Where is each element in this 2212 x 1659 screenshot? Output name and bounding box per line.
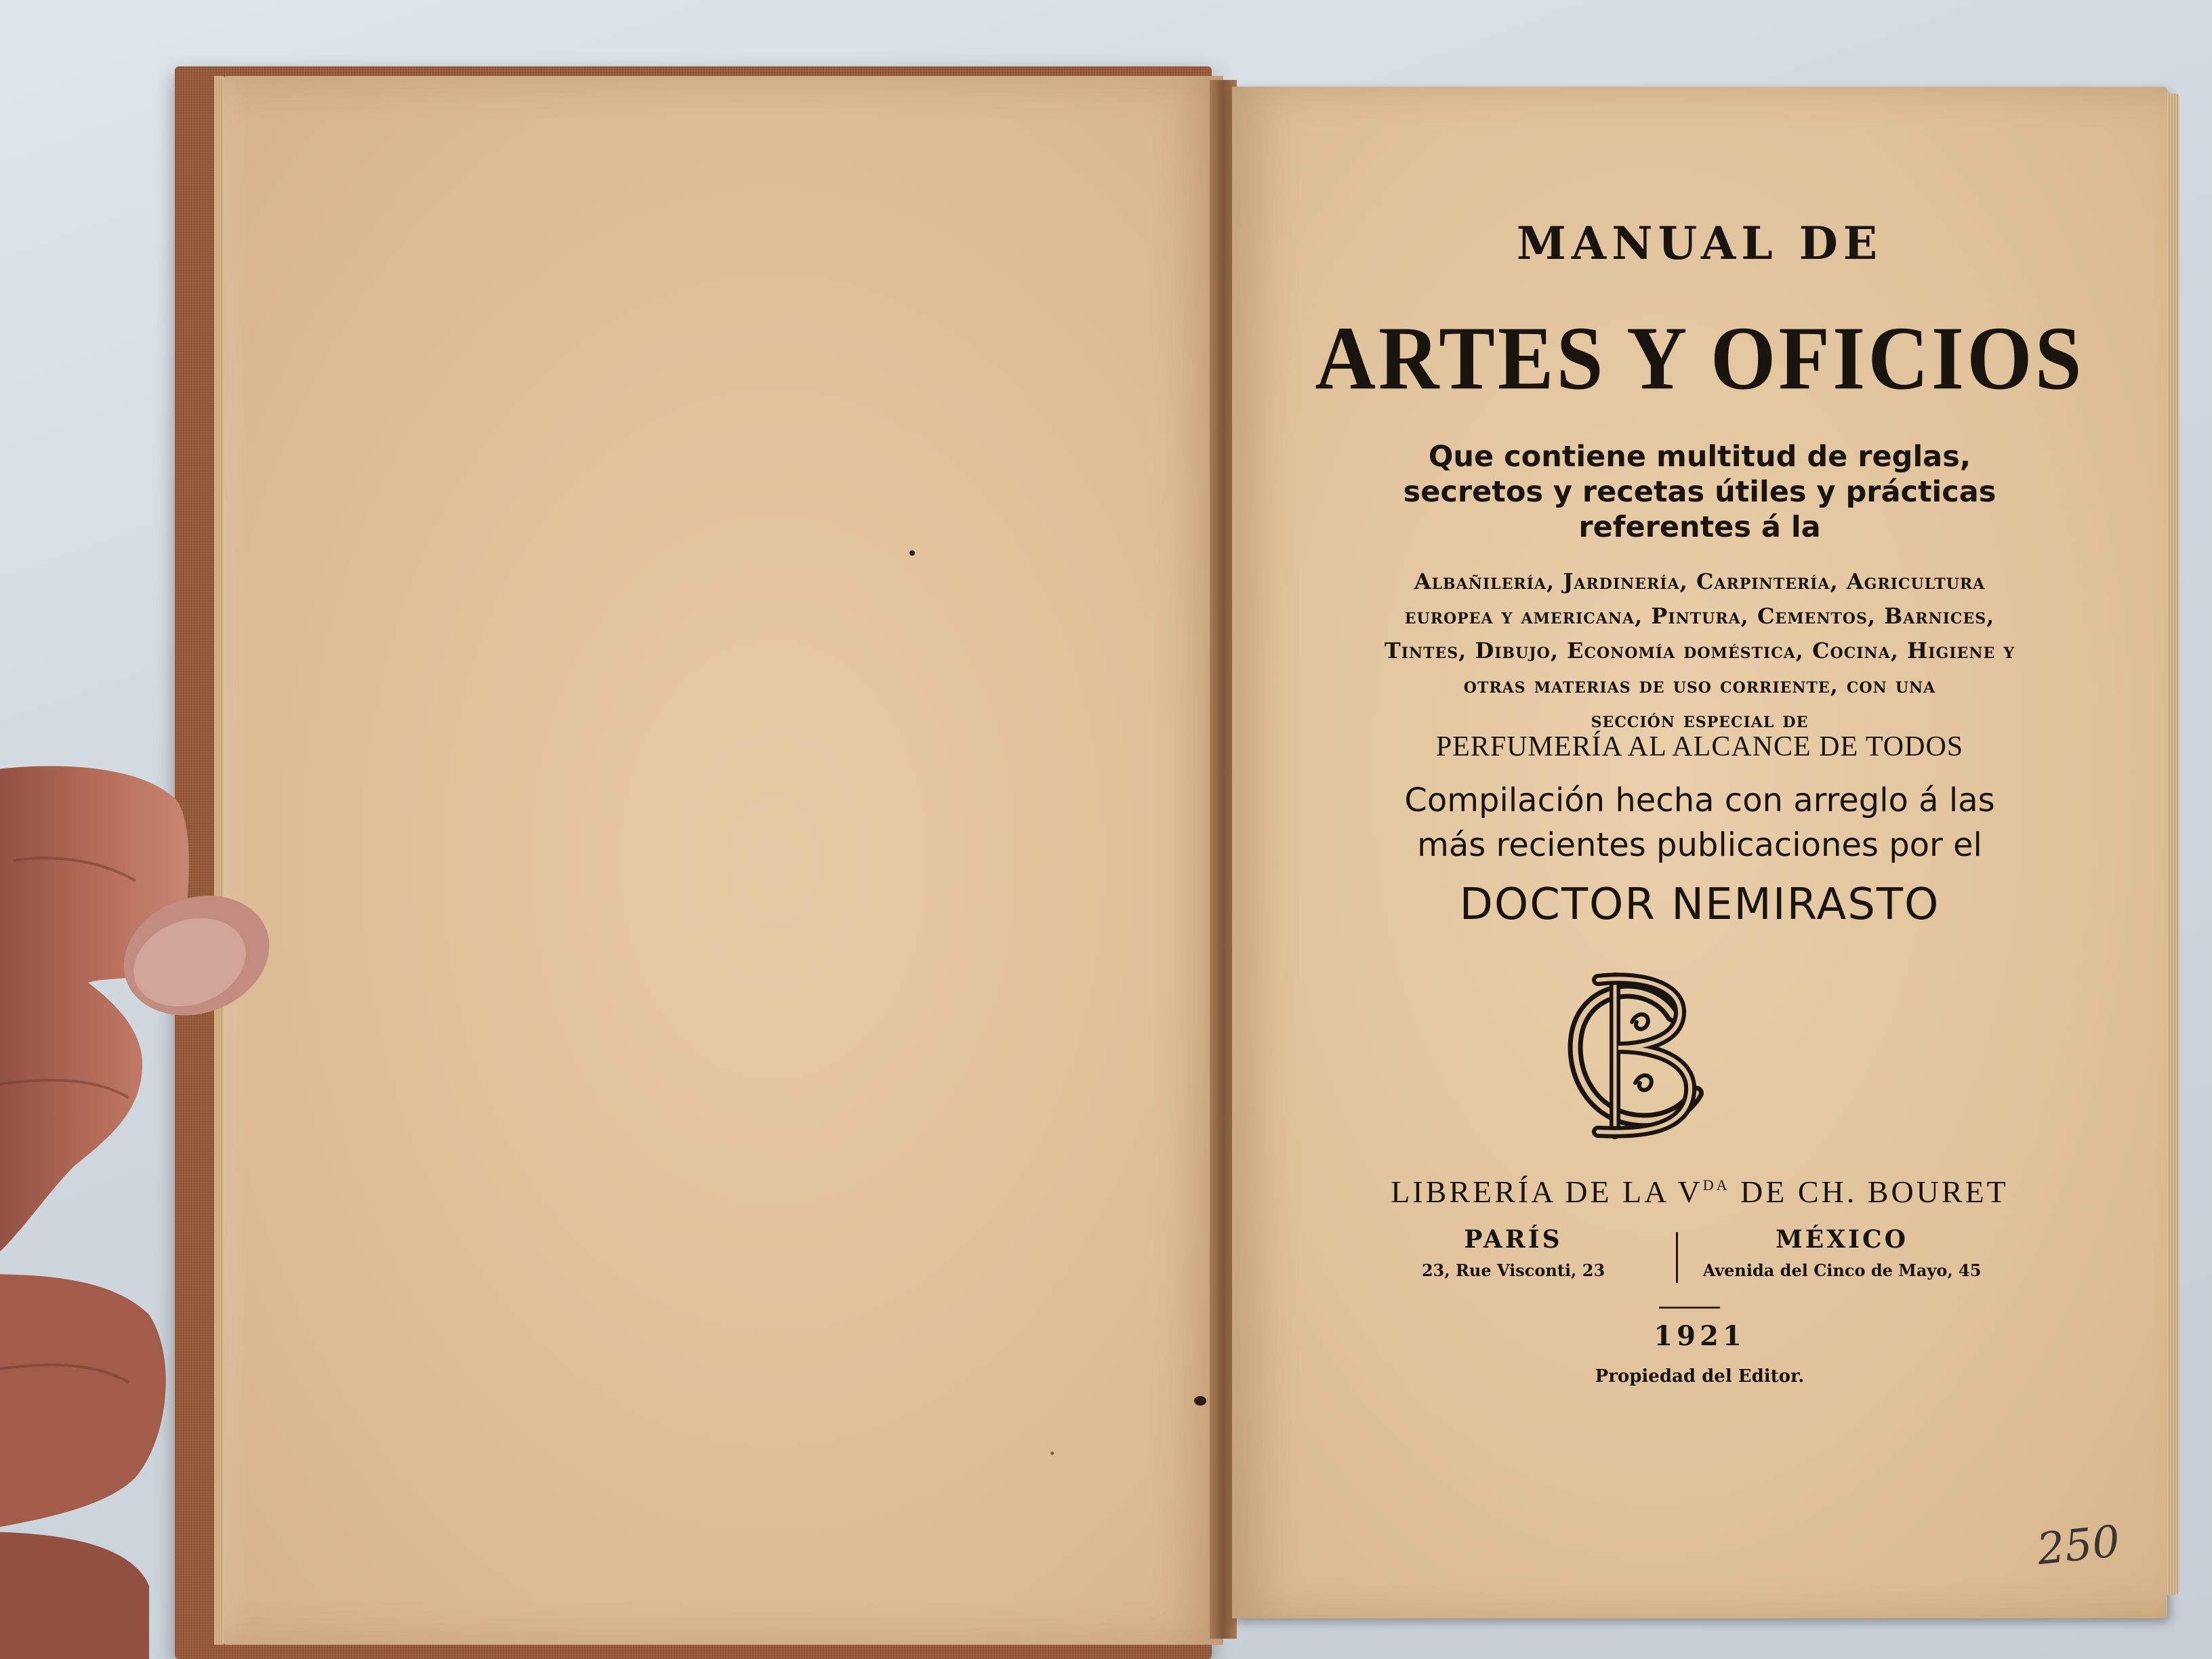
heading-large: ARTES Y OFICIOS (1315, 308, 2085, 409)
publisher-suffix: DE CH. BOURET (1729, 1174, 2009, 1209)
compilation-line: Compilación hecha con arreglo á las (1404, 781, 1995, 819)
materias-line: Tintes, Dibujo, Economía doméstica, Cocina, Higiene y (1384, 638, 2015, 663)
page-block-edge (2167, 94, 2179, 1595)
city-paris: PARÍS (1464, 1225, 1563, 1254)
materias-line: otras materias de uso corriente, con una (1463, 672, 1936, 698)
paper-speck (1194, 1396, 1206, 1406)
publisher-superscript: DA (1702, 1176, 1730, 1193)
city-mexico: MÉXICO (1775, 1225, 1909, 1254)
description (1232, 439, 2167, 545)
materias-line: Albañilería, Jardinería, Carpintería, Agricultura (1414, 569, 1986, 594)
compilation-note (1232, 778, 2167, 867)
description-line: Que contiene multitud de reglas, (1428, 440, 1971, 474)
paper-speck (1050, 1452, 1054, 1455)
materias-line: sección especial de (1591, 707, 1809, 733)
publisher-prefix: LIBRERÍA DE LA V (1391, 1174, 1703, 1209)
blank-left-page (224, 76, 1223, 1645)
description-line: secretos y recetas útiles y prácticas (1403, 475, 1996, 509)
heading-small: MANUAL DE (1516, 217, 1883, 270)
publisher-name (1232, 1174, 2167, 1210)
publication-year: 1921 (1654, 1320, 1746, 1352)
materias-line: europea y americana, Pintura, Cementos, Barnices, (1404, 603, 1995, 629)
imprint-paris (1368, 1225, 1659, 1280)
special-section: PERFUMERÍA AL ALCANCE DE TODOS (1435, 731, 1964, 762)
year-rule (1659, 1307, 1720, 1309)
compilation-line: más recientes publicaciones por el (1417, 826, 1982, 864)
description-line: referentes á la (1578, 510, 1821, 544)
author-name: DOCTOR NEMIRASTO (1459, 880, 1940, 930)
address-mexico: Avenida del Cinco de Mayo, 45 (1702, 1261, 1982, 1280)
publisher-monogram-icon (1551, 968, 1727, 1144)
paper-speck (909, 550, 915, 556)
property-note: Propiedad del Editor. (1595, 1366, 1805, 1387)
title-page (1232, 87, 2167, 1618)
materias-list (1232, 565, 2167, 737)
handwritten-price: 250 (2034, 1516, 2123, 1576)
address-paris: 23, Rue Visconti, 23 (1421, 1261, 1605, 1280)
holding-hand (0, 759, 352, 1659)
imprint-mexico (1666, 1225, 2018, 1280)
